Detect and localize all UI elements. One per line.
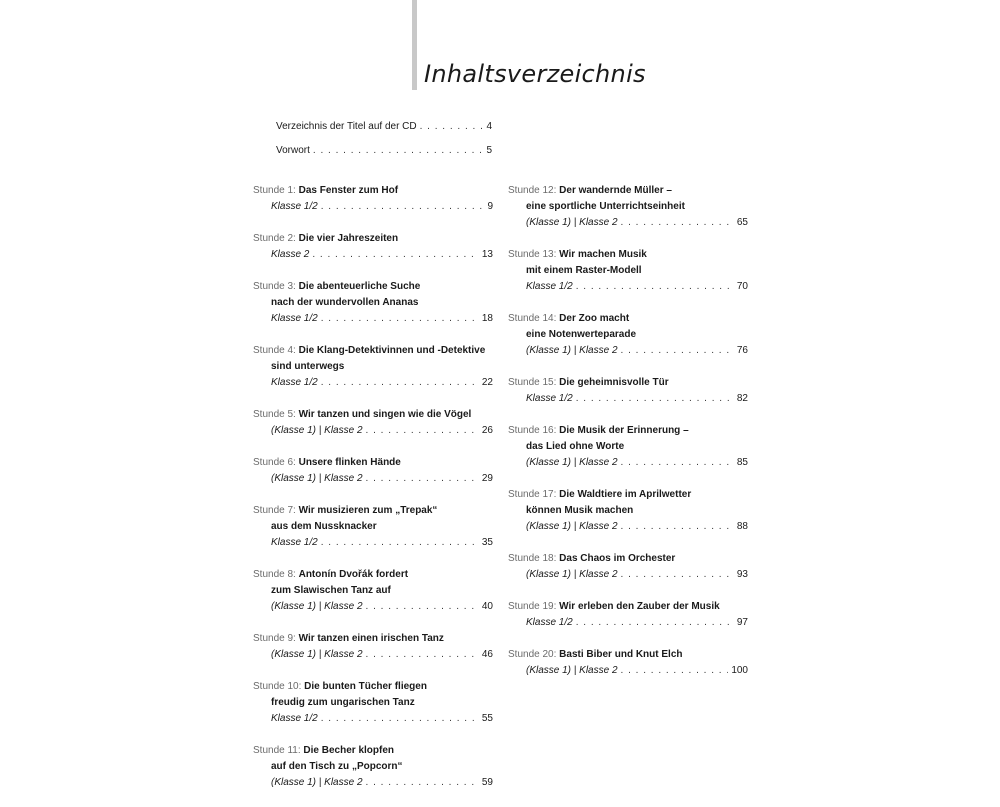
- class-level: (Klasse 1) | Klasse 2: [271, 601, 363, 612]
- class-level: (Klasse 1) | Klasse 2: [271, 777, 363, 788]
- toc-entry: [253, 567, 493, 615]
- lesson-title-continued: aus dem Nussknacker: [271, 521, 377, 532]
- leader-dots: [321, 711, 479, 727]
- lesson-title-continued: können Musik machen: [526, 505, 634, 516]
- class-line: [508, 567, 748, 583]
- class-level: (Klasse 1) | Klasse 2: [526, 521, 618, 532]
- leader-dots: [321, 375, 479, 391]
- toc-entry: [253, 231, 493, 263]
- page-number: 40: [481, 601, 493, 612]
- page-number: 22: [481, 377, 493, 388]
- lesson-title-continued: sind unterwegs: [271, 361, 345, 372]
- lesson-title: Wir erleben den Zauber der Musik: [559, 601, 720, 612]
- lesson-label: Stunde 19:: [508, 601, 557, 612]
- lesson-title: Wir musizieren zum „Trepak“: [298, 505, 438, 516]
- lesson-title: Unsere flinken Hände: [298, 457, 401, 468]
- toc-entry: [508, 487, 748, 535]
- lesson-label: Stunde 7:: [253, 505, 296, 516]
- class-line: [508, 391, 748, 407]
- class-line: [508, 455, 748, 471]
- entry-heading: [253, 679, 493, 695]
- entry-heading: [508, 647, 748, 663]
- lesson-label: Stunde 8:: [253, 569, 296, 580]
- class-line: [253, 647, 493, 663]
- class-level: Klasse 1/2: [526, 281, 573, 292]
- page-number: 35: [481, 537, 493, 548]
- lesson-label: Stunde 5:: [253, 409, 296, 420]
- lesson-label: Stunde 18:: [508, 553, 557, 564]
- toc-column-left: [253, 183, 493, 807]
- toc-entry: [253, 503, 493, 551]
- lesson-title: Der wandernde Müller –: [559, 185, 672, 196]
- lesson-label: Stunde 1:: [253, 185, 296, 196]
- leader-dots: [366, 423, 479, 439]
- page-number: 70: [736, 281, 748, 292]
- decorative-vertical-bar: [412, 0, 417, 90]
- class-level: (Klasse 1) | Klasse 2: [271, 425, 363, 436]
- front-matter-text: Vorwort: [276, 145, 310, 156]
- class-level: (Klasse 1) | Klasse 2: [271, 649, 363, 660]
- entry-heading: [508, 487, 748, 503]
- leader-dots: [321, 535, 479, 551]
- class-level: Klasse 1/2: [271, 313, 318, 324]
- entry-heading: [253, 231, 493, 247]
- leader-dots: [420, 119, 484, 135]
- toc-entry: [253, 183, 493, 215]
- page-number: 55: [481, 713, 493, 724]
- page-number: 26: [481, 425, 493, 436]
- lesson-title: Die Klang-Detektivinnen und -Detektive: [298, 345, 486, 356]
- page-number: 82: [736, 393, 748, 404]
- entry-heading: [253, 503, 493, 519]
- lesson-title: Die vier Jahreszeiten: [298, 233, 399, 244]
- leader-dots: [321, 311, 479, 327]
- lesson-title-continued: eine sportliche Unterrichtseinheit: [526, 201, 685, 212]
- class-line: [253, 471, 493, 487]
- lesson-title: Die Becher klopfen: [303, 745, 395, 756]
- leader-dots: [312, 247, 479, 263]
- lesson-label: Stunde 11:: [253, 745, 301, 756]
- entry-heading: [508, 423, 748, 439]
- class-line: [508, 519, 748, 535]
- lesson-title-continued: auf den Tisch zu „Popcorn“: [271, 761, 403, 772]
- class-line: [253, 423, 493, 439]
- class-level: Klasse 1/2: [271, 201, 318, 212]
- class-level: (Klasse 1) | Klasse 2: [526, 217, 618, 228]
- leader-dots: [313, 143, 484, 159]
- lesson-label: Stunde 12:: [508, 185, 557, 196]
- class-level: Klasse 1/2: [271, 537, 318, 548]
- lesson-title: Wir machen Musik: [559, 249, 647, 260]
- leader-dots: [366, 599, 479, 615]
- toc-column-right: [508, 183, 748, 695]
- class-level: Klasse 1/2: [271, 713, 318, 724]
- toc-entry: [508, 311, 748, 359]
- lesson-title: Die abenteuerliche Suche: [298, 281, 421, 292]
- class-line: [508, 663, 748, 679]
- leader-dots: [366, 471, 479, 487]
- class-level: (Klasse 1) | Klasse 2: [271, 473, 363, 484]
- page-number: 5: [486, 145, 492, 156]
- lesson-label: Stunde 14:: [508, 313, 557, 324]
- page-number: 93: [736, 569, 748, 580]
- lesson-title-continued: eine Notenwerteparade: [526, 329, 637, 340]
- toc-entry: [508, 599, 748, 631]
- leader-dots: [321, 199, 485, 215]
- page-number: 46: [481, 649, 493, 660]
- lesson-title: Das Fenster zum Hof: [298, 185, 399, 196]
- lesson-title: Das Chaos im Orchester: [559, 553, 676, 564]
- toc-entry: [508, 183, 748, 231]
- lesson-label: Stunde 4:: [253, 345, 296, 356]
- class-line: [253, 711, 493, 727]
- lesson-title: Wir tanzen und singen wie die Vögel: [298, 409, 472, 420]
- lesson-title-continued: das Lied ohne Worte: [526, 441, 625, 452]
- page-title: Inhaltsverzeichnis: [424, 60, 646, 88]
- entry-heading: [253, 567, 493, 583]
- leader-dots: [366, 647, 479, 663]
- front-matter-item: [276, 119, 492, 135]
- lesson-label: Stunde 13:: [508, 249, 557, 260]
- toc-entry: [508, 551, 748, 583]
- page-number: 9: [487, 201, 493, 212]
- class-line: [253, 199, 493, 215]
- entry-heading: [508, 551, 748, 567]
- entry-heading: [253, 455, 493, 471]
- page-number: 4: [486, 121, 492, 132]
- lesson-label: Stunde 20:: [508, 649, 557, 660]
- page-number: 76: [736, 345, 748, 356]
- entry-heading: [253, 631, 493, 647]
- page-number: 13: [481, 249, 493, 260]
- entry-heading: [508, 247, 748, 263]
- lesson-title: Wir tanzen einen irischen Tanz: [298, 633, 444, 644]
- entry-heading: [253, 743, 493, 759]
- class-line: [508, 215, 748, 231]
- class-level: Klasse 2: [271, 249, 310, 260]
- lesson-label: Stunde 10:: [253, 681, 302, 692]
- lesson-title: Antonín Dvořák fordert: [298, 569, 409, 580]
- lesson-title: Die geheimnisvolle Tür: [559, 377, 669, 388]
- entry-heading: [253, 279, 493, 295]
- toc-entry: [508, 247, 748, 295]
- lesson-title-continued: mit einem Raster-Modell: [526, 265, 642, 276]
- class-line: [253, 311, 493, 327]
- lesson-label: Stunde 2:: [253, 233, 296, 244]
- entry-heading: [253, 183, 493, 199]
- entry-heading: [508, 311, 748, 327]
- lesson-label: Stunde 16:: [508, 425, 557, 436]
- lesson-title: Die Waldtiere im Aprilwetter: [559, 489, 692, 500]
- lesson-title: Die bunten Tücher fliegen: [304, 681, 427, 692]
- toc-entry: [253, 455, 493, 487]
- lesson-title: Basti Biber und Knut Elch: [559, 649, 683, 660]
- class-level: (Klasse 1) | Klasse 2: [526, 457, 618, 468]
- page-number: 85: [736, 457, 748, 468]
- class-line: [253, 247, 493, 263]
- leader-dots: [576, 391, 734, 407]
- lesson-title: Die Musik der Erinnerung –: [559, 425, 689, 436]
- leader-dots: [621, 343, 734, 359]
- page-number: 88: [736, 521, 748, 532]
- toc-entry: [253, 743, 493, 791]
- page-number: 65: [736, 217, 748, 228]
- toc-entry: [508, 375, 748, 407]
- lesson-title-continued: freudig zum ungarischen Tanz: [271, 697, 415, 708]
- front-matter-text: Verzeichnis der Titel auf der CD: [276, 121, 417, 132]
- lesson-label: Stunde 15:: [508, 377, 557, 388]
- entry-heading: [508, 375, 748, 391]
- class-level: Klasse 1/2: [271, 377, 318, 388]
- front-matter-list: [276, 119, 492, 159]
- leader-dots: [576, 279, 734, 295]
- toc-entry: [253, 631, 493, 663]
- class-line: [253, 599, 493, 615]
- page-number: 100: [731, 665, 748, 676]
- entry-heading: [508, 599, 748, 615]
- lesson-label: Stunde 6:: [253, 457, 296, 468]
- page-number: 29: [481, 473, 493, 484]
- page-number: 18: [481, 313, 493, 324]
- class-level: (Klasse 1) | Klasse 2: [526, 345, 618, 356]
- class-line: [253, 775, 493, 791]
- toc-entry: [508, 423, 748, 471]
- lesson-title-continued: nach der wundervollen Ananas: [271, 297, 419, 308]
- leader-dots: [621, 519, 734, 535]
- class-level: (Klasse 1) | Klasse 2: [526, 665, 618, 676]
- lesson-title: Der Zoo macht: [559, 313, 630, 324]
- class-line: [508, 343, 748, 359]
- class-level: Klasse 1/2: [526, 617, 573, 628]
- class-line: [508, 279, 748, 295]
- class-line: [508, 615, 748, 631]
- entry-heading: [253, 343, 493, 359]
- toc-entry: [253, 343, 493, 391]
- page-number: 97: [736, 617, 748, 628]
- class-level: (Klasse 1) | Klasse 2: [526, 569, 618, 580]
- lesson-label: Stunde 9:: [253, 633, 296, 644]
- lesson-label: Stunde 17:: [508, 489, 557, 500]
- toc-entry: [253, 679, 493, 727]
- entry-heading: [508, 183, 748, 199]
- entry-heading: [253, 407, 493, 423]
- front-matter-item: [276, 143, 492, 159]
- lesson-title-continued: zum Slawischen Tanz auf: [271, 585, 391, 596]
- toc-entry: [253, 407, 493, 439]
- lesson-label: Stunde 3:: [253, 281, 296, 292]
- class-line: [253, 375, 493, 391]
- toc-entry: [253, 279, 493, 327]
- leader-dots: [621, 663, 729, 679]
- class-line: [253, 535, 493, 551]
- class-level: Klasse 1/2: [526, 393, 573, 404]
- leader-dots: [621, 455, 734, 471]
- page-number: 59: [481, 777, 493, 788]
- leader-dots: [576, 615, 734, 631]
- leader-dots: [621, 567, 734, 583]
- toc-entry: [508, 647, 748, 679]
- leader-dots: [621, 215, 734, 231]
- leader-dots: [366, 775, 479, 791]
